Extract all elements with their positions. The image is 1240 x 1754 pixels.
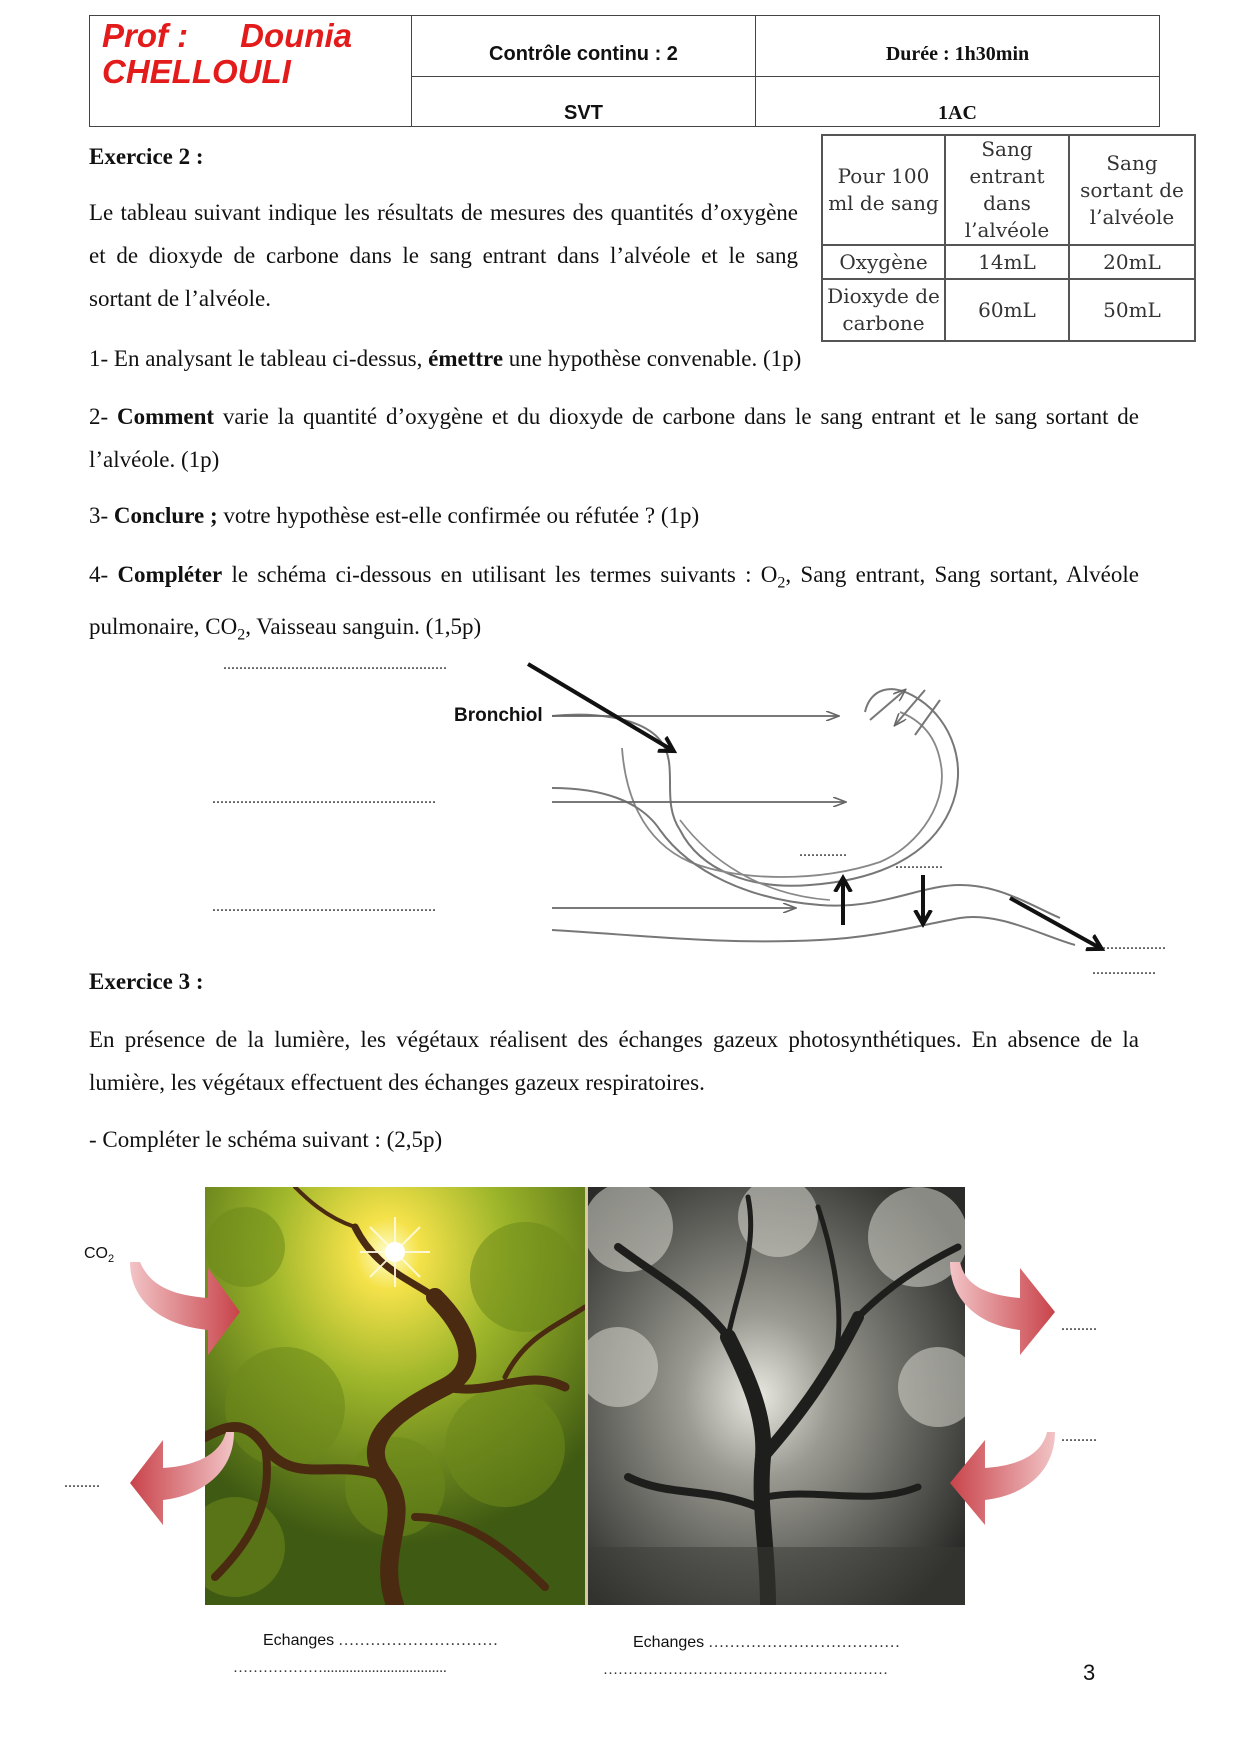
co2-in-arrow: [130, 1262, 240, 1355]
exercise2-intro: Le tableau suivant indique les résultats de mesures des quantités d’oxygène et de dioxyde de carbone dans le sang entrant dans l’alvéole et le sang sortant de l’alvéole.: [89, 200, 798, 311]
right-in-arrow: [950, 1432, 1055, 1525]
table-cell: 20mL: [1069, 245, 1195, 279]
co2-label: $CO_2$: [84, 1245, 115, 1266]
bronchiol-label: Bronchiol: [454, 705, 543, 726]
blank-top: ........................................................: [223, 656, 447, 673]
prof-label: Prof :: [102, 17, 189, 54]
question-4: 4- Compléter le schéma ci-dessous en utilisant les termes suivants : $O_2$, Sang entrant, Sang sortant, Alvéole pulmonaire, $CO_2$, Vaisseau sanguin. (1,5p): [89, 562, 1139, 644]
blank-mid: ........................................................: [212, 790, 436, 807]
blank-exit-2: ................: [1092, 961, 1156, 978]
exercise3-instruction: - Compléter le schéma suivant : (2,5p): [89, 1127, 443, 1152]
question-1: 1- En analysant le tableau ci-dessus, émettre une hypothèse convenable. (1p): [89, 346, 802, 371]
blank-up-arrow: ............: [799, 843, 847, 860]
question-3: 3- Conclure ; votre hypothèse est-elle confirmée ou réfutée ? (1p): [89, 503, 700, 528]
table-cell: 50mL: [1069, 279, 1195, 341]
blank-left: .........: [64, 1474, 100, 1491]
caption-right: Echanges ………………………………: [633, 1634, 901, 1651]
table-cell: Dioxyde de carbone: [822, 279, 945, 341]
exercise3-intro: En présence de la lumière, les végétaux réalisent des échanges gazeux photosynthétiques. En absence de la lumière, les végétaux effectuent des échanges gazeux respiratoires.: [89, 1027, 1139, 1095]
page-number: 3: [1083, 1660, 1096, 1685]
question-2: 2- Comment varie la quantité d’oxygène et du dioxyde de carbone dans le sang entrant et le sang sortant de l’alvéole. (1p): [89, 404, 1139, 472]
duration: Durée : 1h30min: [885, 43, 1030, 65]
caption-right-line2: …………………………………………………: [603, 1662, 888, 1678]
caption-left-line2: ……………….................................: [233, 1660, 447, 1676]
exercise3-heading: Exercice 3 :: [89, 969, 204, 994]
table-header: Sang sortant de l’alvéole: [1069, 135, 1195, 245]
table-cell: 60mL: [945, 279, 1069, 341]
blank-down-arrow: ............: [895, 855, 943, 872]
table-cell: Oxygène: [822, 245, 945, 279]
table-header: Pour 100 ml de sang: [822, 135, 945, 245]
caption-left: Echanges …………………………: [263, 1632, 499, 1649]
level: 1AC: [938, 102, 977, 124]
exercise2-heading: Exercice 2 :: [89, 144, 204, 169]
teacher-first-name: Dounia: [240, 17, 352, 54]
left-out-arrow: [130, 1432, 234, 1525]
table-header: Sang entrant dans l’alvéole: [945, 135, 1069, 245]
test-title: Contrôle continu : 2: [489, 43, 678, 65]
blank-low: ........................................................: [212, 898, 436, 915]
subject: SVT: [564, 102, 603, 124]
teacher-last-name: CHELLOULI: [102, 53, 291, 90]
blank-right-bottom: .........: [1061, 1428, 1097, 1445]
table-cell: 14mL: [945, 245, 1069, 279]
right-out-arrow: [950, 1262, 1055, 1355]
blank-right-top: .........: [1061, 1317, 1097, 1334]
blank-exit-1: ................: [1102, 936, 1166, 953]
